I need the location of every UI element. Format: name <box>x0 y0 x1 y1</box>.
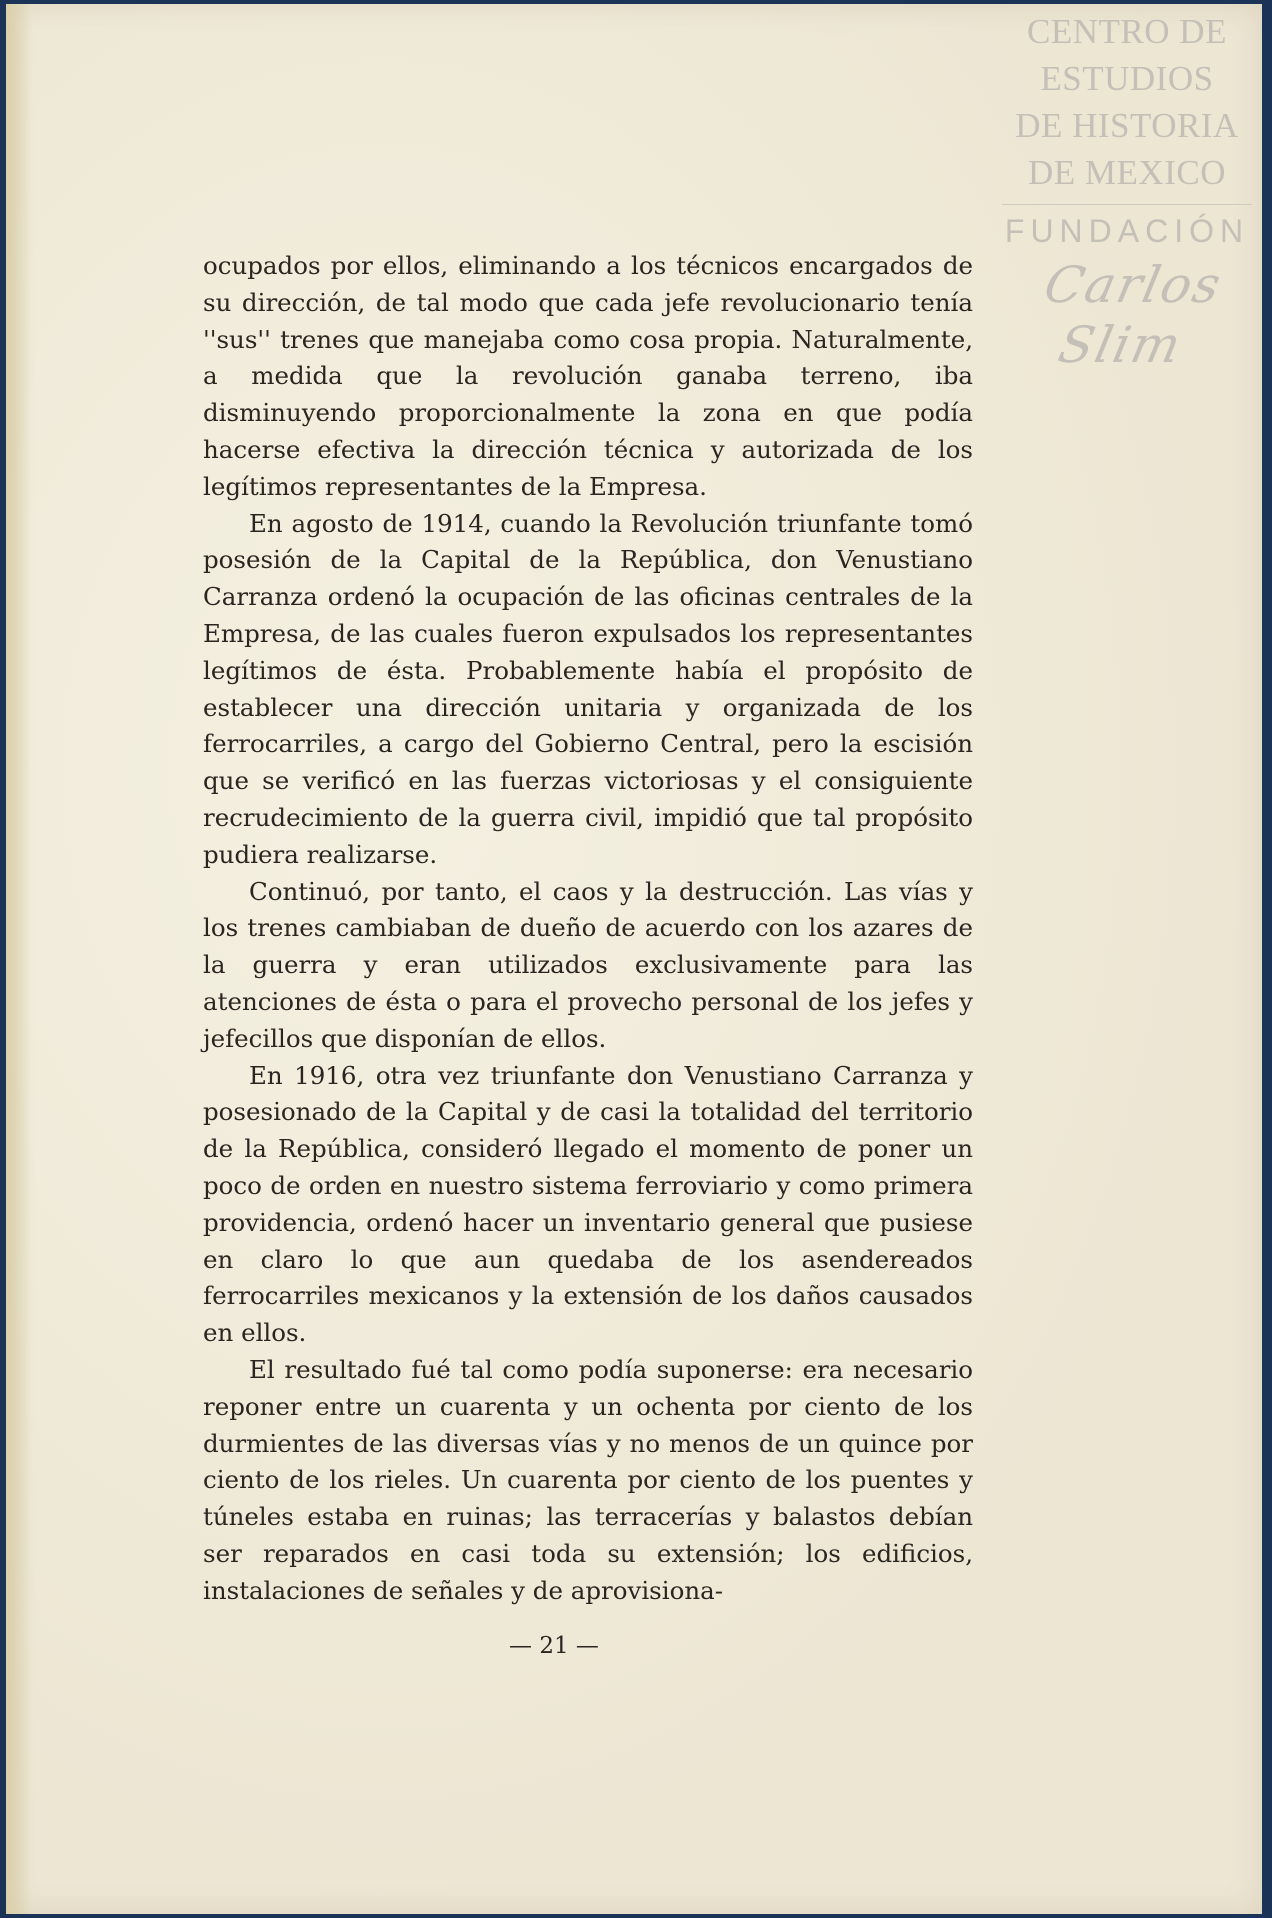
watermark-signature: Carlos Slim <box>1039 256 1228 374</box>
document-page <box>6 4 1262 1914</box>
watermark-line-2: ESTUDIOS <box>1040 59 1214 98</box>
page-binding-edge <box>6 4 32 1914</box>
watermark-fundacion: FUNDACIÓN <box>1004 213 1250 249</box>
paragraph-1: ocupados por ellos, eliminando a los técnicos encargados de su dirección, de tal modo que cada jefe revolucionario tenía ''sus'' trenes que manejaba como cosa propia. Naturalmente, a medida que la revolución ganaba terreno, iba disminuyendo proporcionalmente la zona en que podía hacerse efectiva la dirección técnica y autorizada de los legítimos representantes de la Empresa. <box>203 251 973 501</box>
watermark-line-1: CENTRO DE <box>1027 12 1227 51</box>
paragraph-4: En 1916, otra vez triunfante don Venustiano Carranza y posesionado de la Capital y de casi la totalidad del territorio de la República, consideró llegado el momento de poner un poco de orden en nuestro sistema ferroviario y como primera providencia, ordenó hacer un inventario general que pusiese en claro lo que aun quedaba de los asendereados ferrocarriles mexicanos y la extensión de los daños causados en ellos. <box>203 1060 973 1348</box>
paragraph-5: El resultado fué tal como podía suponerse: era necesario reponer entre un cuarenta y un ochenta por ciento de los durmientes de las diversas vías y no menos de un quince por ciento de los rieles. Un cuarenta por ciento de los puentes y túneles estaba en ruinas; las terracerías y balastos debían ser reparados en casi toda su extensión; los edificios, instalaciones de señales y de aprovisiona- <box>203 1354 973 1605</box>
watermark-divider <box>1002 204 1252 205</box>
page-number: — 21 — <box>509 1633 599 1659</box>
body-text <box>203 248 973 1609</box>
watermark-line-4: DE MEXICO <box>1028 153 1226 192</box>
watermark <box>1002 8 1252 375</box>
paragraph-3: Continuó, por tanto, el caos y la destrucción. Las vías y los trenes cambiaban de dueño de acuerdo con los azares de la guerra y eran utilizados exclusivamente para las atenciones de ésta o para el provecho personal de los jefes y jefecillos que disponían de ellos. <box>203 876 973 1053</box>
paragraph-2: En agosto de 1914, cuando la Revolución triunfante tomó posesión de la Capital de la República, don Venustiano Carranza ordenó la ocupación de las oficinas centrales de la Empresa, de las cuales fueron expulsados los representantes legítimos de ésta. Probablemente había el propósito de establecer una dirección unitaria y organizada de los ferrocarriles, a cargo del Gobierno Central, pero la escisión que se verificó en las fuerzas victoriosas y el consiguiente recrudecimiento de la guerra civil, impidió que tal propósito pudiera realizarse. <box>203 508 973 869</box>
watermark-line-3: DE HISTORIA <box>1015 106 1239 145</box>
